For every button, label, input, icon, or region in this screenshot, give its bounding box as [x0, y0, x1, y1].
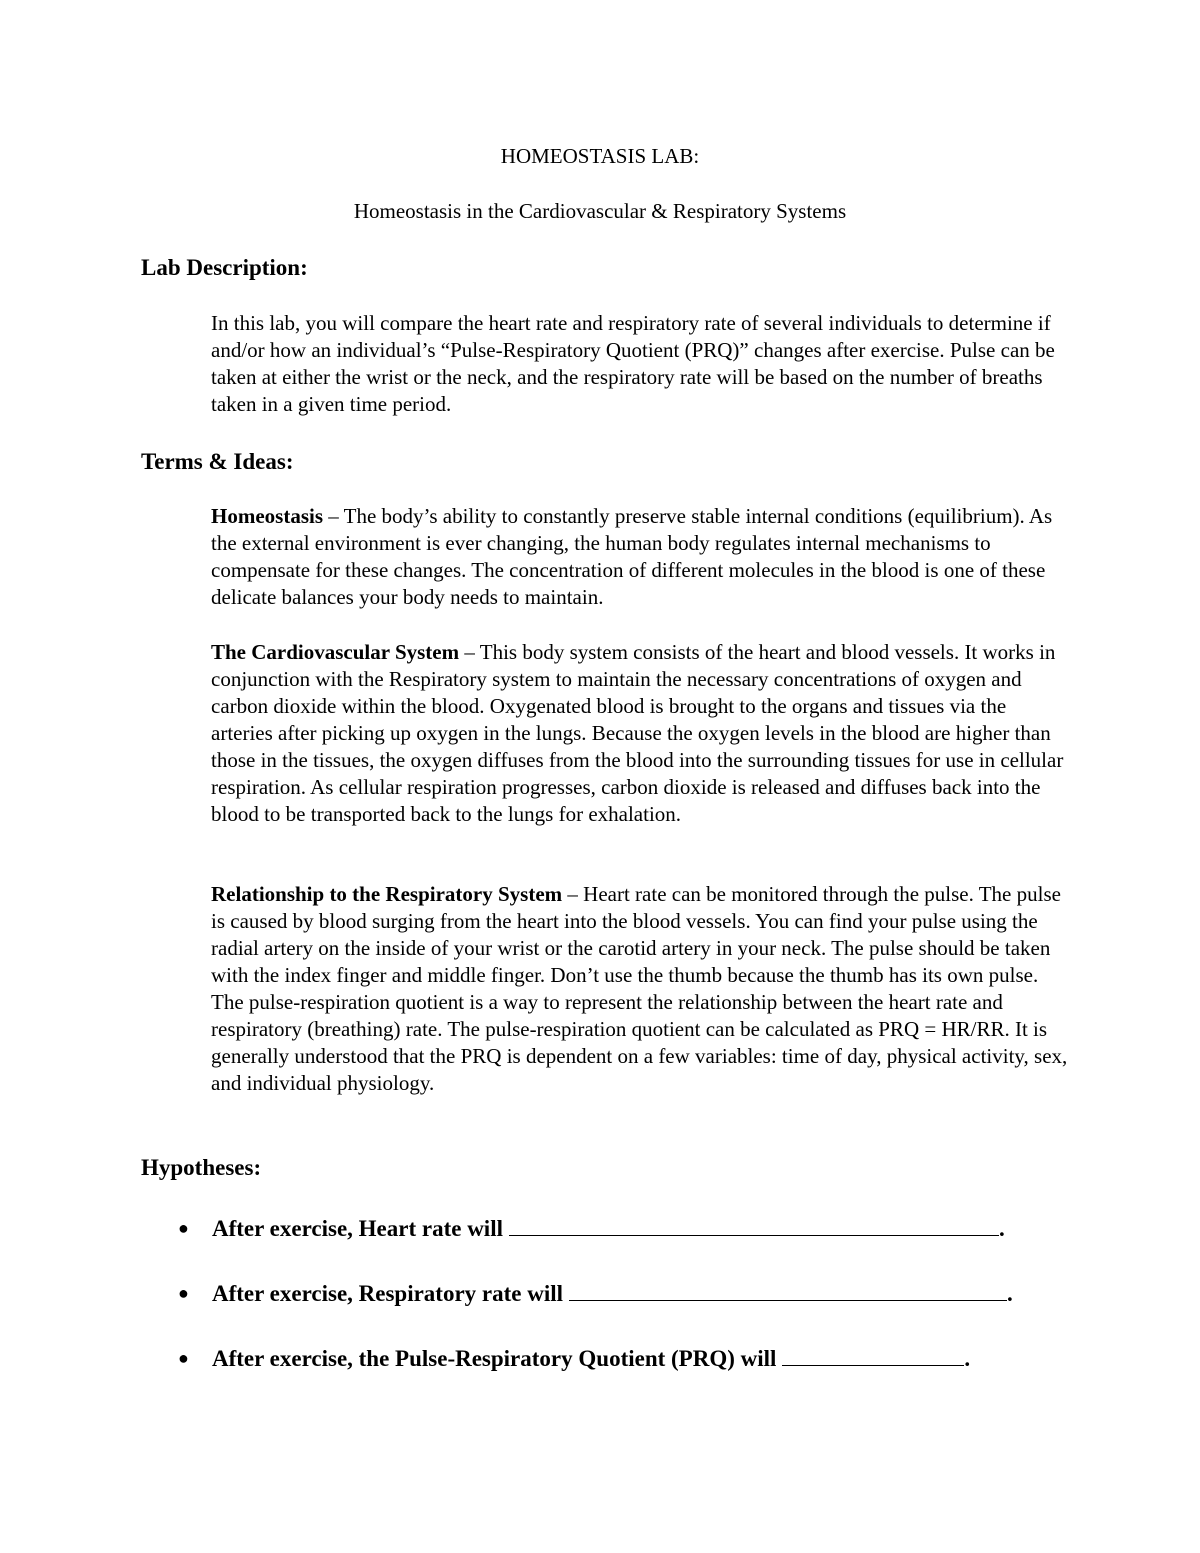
term-label: The Cardiovascular System [211, 640, 460, 664]
hypothesis-item [178, 1280, 1013, 1307]
hypothesis-end: . [964, 1346, 971, 1371]
bullet-icon: ● [178, 1218, 189, 1238]
hypothesis-text: After exercise, Heart rate will [212, 1216, 503, 1241]
hypothesis-item [178, 1345, 970, 1372]
answer-blank[interactable] [509, 1215, 999, 1236]
hypothesis-item [178, 1215, 1005, 1242]
document-subtitle: Homeostasis in the Cardiovascular & Respiratory Systems [353, 199, 847, 223]
lab-description-text: In this lab, you will compare the heart rate and respiratory rate of several individuals to determine if and/or how an individual’s “Pulse-Respiratory Quotient (PRQ)” changes after exercise. Pulse can be taken at either the wrist or the neck, and the respiratory rate will be based on the number of breaths taken in a given time period. [211, 311, 1055, 416]
lab-description-heading: Lab Description: [141, 255, 308, 280]
answer-blank[interactable] [782, 1345, 964, 1366]
bullet-icon: ● [178, 1283, 189, 1303]
terms-heading: Terms & Ideas: [141, 449, 294, 474]
answer-blank[interactable] [569, 1280, 1007, 1301]
hypotheses-heading: Hypotheses: [141, 1155, 262, 1180]
term-label: Relationship to the Respiratory System [211, 882, 563, 906]
term-definition: – Heart rate can be monitored through the pulse. The pulse is caused by blood surging from the heart into the blood vessels. You can find your pulse using the radial artery on the inside of your wrist or the carotid artery in your neck. The pulse should be taken with the index finger and middle finger. Don’t use the thumb because the thumb has its own pulse. The pulse-respiration quotient is a way to represent the relationship between the heart rate and respiratory (breathing) rate. The pulse-respiration quotient can be calculated as PRQ = HR/RR. It is generally understood that the PRQ is dependent on a few variables: time of day, physical activity, sex, and individual physiology. [211, 882, 1068, 1095]
document-title: HOMEOSTASIS LAB: [500, 144, 700, 168]
term-cardiovascular-system [211, 639, 1071, 828]
term-definition: – This body system consists of the heart and blood vessels. It works in conjunction with the Respiratory system to maintain the necessary concentrations of oxygen and carbon dioxide within the blood. Oxygenated blood is brought to the organs and tissues via the arteries after picking up oxygen in the lungs. Because the oxygen levels in the blood are higher than those in the tissues, the oxygen diffuses from the blood into the surrounding tissues for use in cellular respiration. As cellular respiration progresses, carbon dioxide is released and diffuses back into the blood to be transported back to the lungs for exhalation. [211, 640, 1064, 826]
term-homeostasis [211, 503, 1071, 611]
hypothesis-text: After exercise, Respiratory rate will [212, 1281, 564, 1306]
hypothesis-end: . [998, 1216, 1005, 1241]
hypothesis-text: After exercise, the Pulse-Respiratory Quotient (PRQ) will [212, 1346, 777, 1371]
term-definition: – The body’s ability to constantly preserve stable internal conditions (equilibrium). As the external environment is ever changing, the human body regulates internal mechanisms to compensate for these changes. The concentration of different molecules in the blood is one of these delicate balances your body needs to maintain. [211, 504, 1053, 609]
bullet-icon: ● [178, 1348, 189, 1368]
term-respiratory-relationship [211, 881, 1071, 1097]
term-label: Homeostasis [211, 504, 323, 528]
hypothesis-end: . [1007, 1281, 1013, 1306]
